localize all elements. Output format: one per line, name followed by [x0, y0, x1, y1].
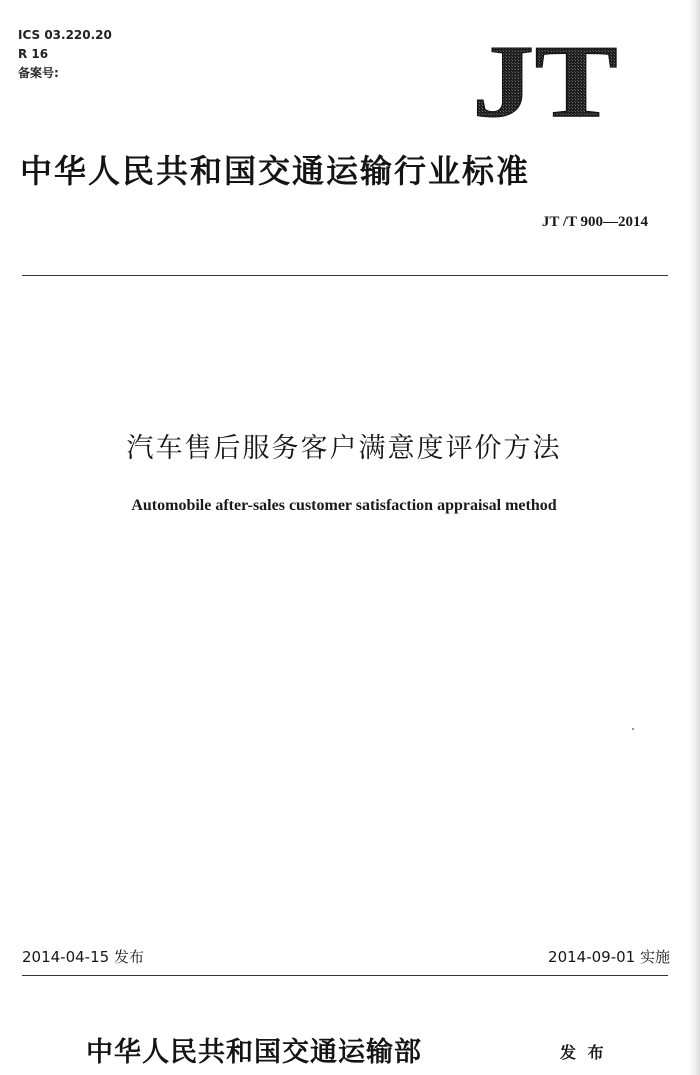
record-label: 备案号: [18, 66, 59, 80]
bottom-divider [22, 975, 668, 976]
document-title-en: Automobile after-sales customer satisfaction appraisal method [131, 497, 557, 514]
publish-label: 发 布 [560, 1043, 607, 1062]
ics-code: ICS 03.220.20 [18, 28, 112, 42]
standard-meta [18, 26, 112, 83]
class-code: R 16 [18, 47, 49, 61]
issue-date: 2014-04-15 发布 [22, 948, 144, 966]
svg-text:JT: JT [472, 36, 618, 120]
page-edge [688, 0, 700, 1075]
top-divider [22, 275, 668, 276]
standard-number: JT /T 900—2014 [541, 214, 648, 230]
scan-speck [632, 728, 634, 730]
implementation-date: 2014-09-01 实施 [548, 948, 670, 966]
jt-logo [470, 36, 620, 120]
document-title-cn: 汽车售后服务客户满意度评价方法 [126, 433, 562, 464]
ministry-standard-title: 中华人民共和国交通运输行业标准 [20, 152, 531, 190]
publisher-name: 中华人民共和国交通运输部 [86, 1037, 422, 1068]
